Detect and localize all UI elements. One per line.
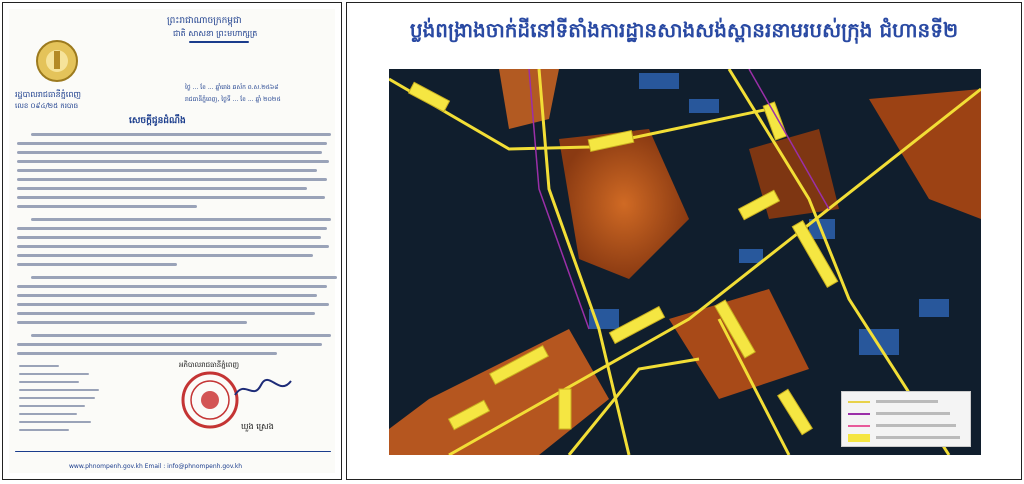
map-title: ប្លង់ពង្រាងចាក់ដីនៅទីតាំងការដ្ឋានសាងសង់ស្ពានរនាមរបស់ក្រុង ជំហានទី២ xyxy=(409,18,959,42)
legend-swatch-boundary xyxy=(848,413,870,415)
recipient-line xyxy=(19,429,69,431)
body-text-line xyxy=(17,227,327,230)
motto-line: ជាតិ សាសនា ព្រះមហាក្សត្រ xyxy=(173,29,258,38)
body-text-line xyxy=(17,236,321,239)
body-text-line xyxy=(31,218,331,221)
official-letter-panel xyxy=(2,2,342,480)
body-text-line xyxy=(17,151,322,154)
reference-number: លេខ ០៩៤/២៥ ករបាធ xyxy=(15,102,79,110)
kingdom-line: ព្រះរាជាណាចក្រកម្ពុជា xyxy=(167,16,242,26)
legend-row-1 xyxy=(848,398,964,406)
body-text-line xyxy=(17,245,329,248)
recipient-line xyxy=(19,405,85,407)
legend-swatch-line xyxy=(848,425,870,427)
emblem-icon xyxy=(35,39,79,83)
office-name: រដ្ឋបាលរាជធានីភ្នំពេញ xyxy=(15,90,82,99)
signatory-name: ឃួង ស្រេង xyxy=(241,422,274,431)
letter-title: សេចក្តីជូនដំណឹង xyxy=(129,116,186,126)
body-text-line xyxy=(17,169,317,172)
body-text-line xyxy=(17,254,313,257)
recipient-line xyxy=(19,373,89,375)
body-text-line xyxy=(17,303,329,306)
body-text-line xyxy=(31,276,337,279)
legend-row-3 xyxy=(848,422,964,430)
body-text-line xyxy=(17,205,197,208)
recipient-line xyxy=(19,381,79,383)
legend-row-2 xyxy=(848,410,964,418)
body-text-line xyxy=(17,187,307,190)
body-text-line xyxy=(17,312,315,315)
body-text-line xyxy=(17,196,325,199)
body-text-line xyxy=(17,352,277,355)
body-text-line xyxy=(17,142,327,145)
body-text-line xyxy=(17,160,329,163)
recipient-line xyxy=(19,397,95,399)
body-text-line xyxy=(17,294,317,297)
body-text-line xyxy=(17,321,247,324)
body-text-line xyxy=(31,133,331,136)
map-legend xyxy=(841,391,971,447)
recipient-line xyxy=(19,365,59,367)
legend-swatch-road xyxy=(848,401,870,403)
recipient-line xyxy=(19,389,99,391)
footer-contact: www.phnompenh.gov.kh Email : info@phnompenh.gov.kh xyxy=(69,463,243,470)
date-line-lunar: ថ្ងៃ ... ខែ ... ឆ្នាំរោង ឆស័ក ព.ស.២៥៦៨ xyxy=(185,84,279,91)
satellite-map xyxy=(389,69,981,455)
body-text-line xyxy=(17,343,322,346)
map-panel xyxy=(346,2,1022,480)
recipient-line xyxy=(19,413,77,415)
footer-divider xyxy=(15,451,331,452)
legend-row-4 xyxy=(848,434,964,442)
letter-page xyxy=(9,9,335,473)
date-line-solar: រាជធានីភ្នំពេញ, ថ្ងៃទី ... ខែ ... ឆ្នាំ ២០២៥ xyxy=(185,96,281,103)
body-text-line xyxy=(17,178,327,181)
motto-divider xyxy=(189,41,249,43)
signature-icon xyxy=(231,375,295,403)
recipient-line xyxy=(19,421,91,423)
body-text-line xyxy=(31,334,331,337)
legend-swatch-segment xyxy=(848,434,870,442)
body-text-line xyxy=(17,263,177,266)
body-text-line xyxy=(17,285,327,288)
signature-office: អភិបាលរាជធានីភ្នំពេញ xyxy=(179,361,239,369)
